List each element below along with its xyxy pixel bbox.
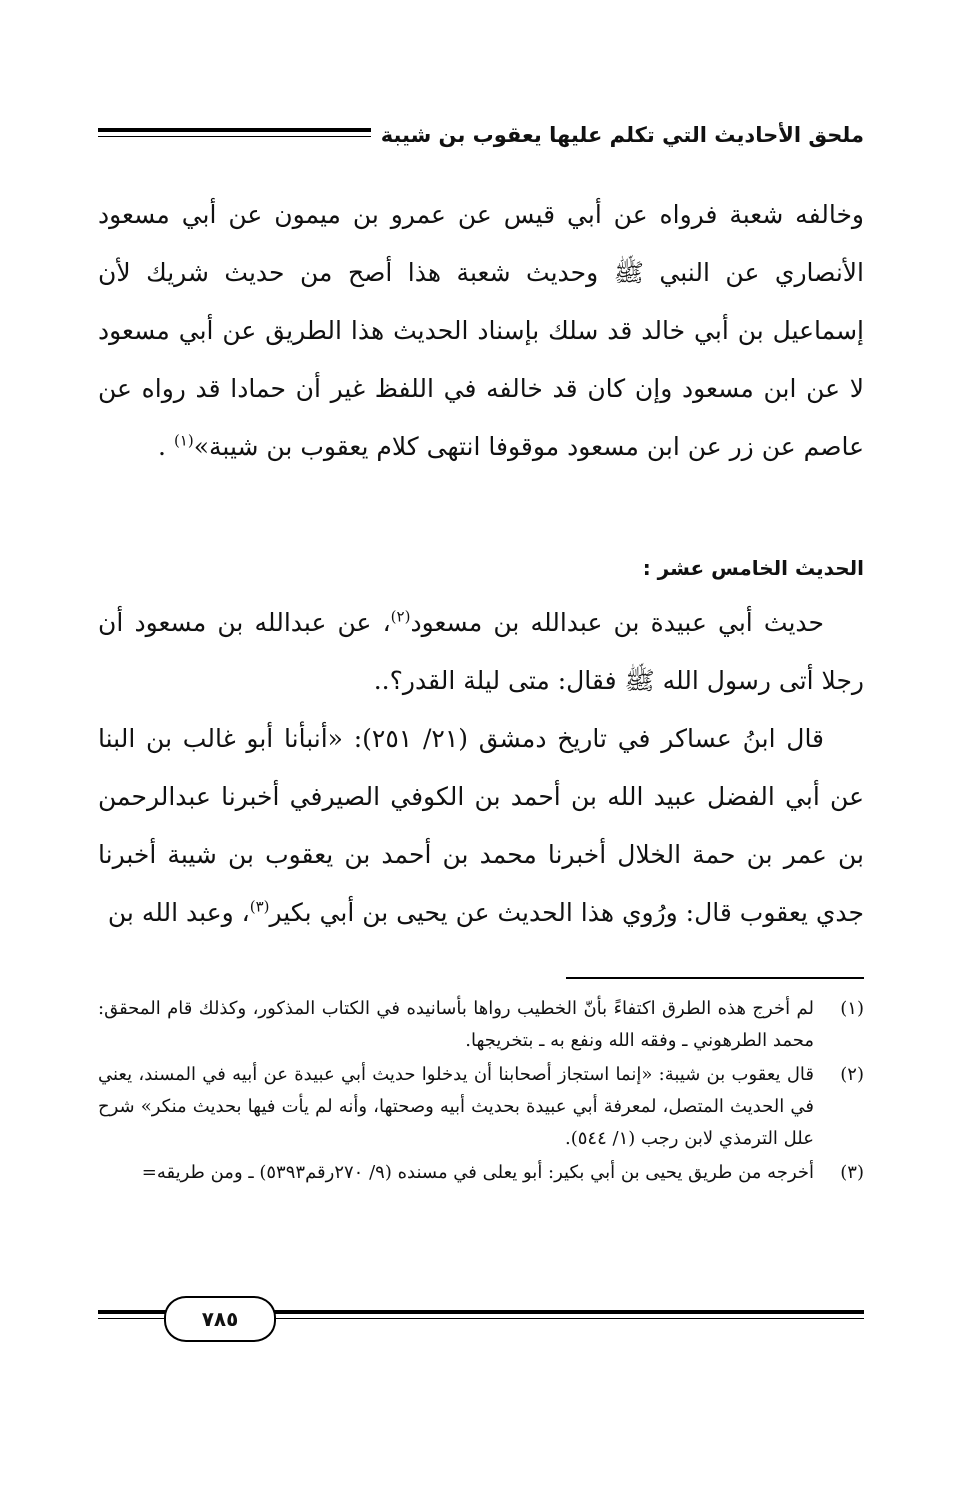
footnote-ref-2: (٢) [390, 607, 411, 626]
footnote-number: (٣) [840, 1162, 864, 1183]
footnote-number: (٢) [840, 1064, 864, 1085]
footnote-number: (١) [840, 998, 864, 1019]
intro-end: . [158, 432, 174, 461]
footnote-text: أخرجه من طريق يحيى بن أبي بكير: أبو يعلى في مسنده (٩/ ٢٧٠رقم٥٣٩٣) ـ ومن طريقه= [141, 1162, 814, 1183]
footnote-text: قال يعقوب بن شيبة: «إنما استجاز أصحابنا أن يدخلوا حديث أبي عبيدة عن أبيه في المسند، يعني في الحديث المتصل، لمعرفة أبي عبيدة بحديث أبيه وصحتها، وأنه لم يأت فيها بحديث منكر» شرح علل الترمذي لابن رجب (١/ ٥٤٤). [98, 1064, 814, 1149]
running-header [98, 118, 864, 152]
footnote-ref-3: (٣) [249, 897, 270, 916]
hadith-part2: ، عن عبدالله بن مسعود أن رجلا أتى رسول الله ﷺ فقال: متى ليلة القدر؟.. [98, 608, 864, 695]
section-heading: الحديث الخامس عشر : [642, 556, 864, 580]
footnote-3 [98, 1157, 864, 1189]
page-footer [98, 1294, 864, 1342]
isnad-paragraph [98, 710, 864, 942]
footnote-ref-1: (١) [173, 431, 194, 450]
footnotes [98, 993, 864, 1191]
header-title: ملحق الأحاديث التي تكلم عليها يعقوب بن شيبة [371, 118, 864, 152]
hadith-part1: حديث أبي عبيدة بن عبدالله بن مسعود [410, 608, 824, 637]
footnote-2 [98, 1059, 864, 1155]
main-text [98, 594, 864, 942]
intro-paragraph [98, 186, 864, 476]
footnote-separator [566, 977, 864, 979]
footnote-text: لم أخرج هذه الطرق اكتفاءً بأنّ الخطيب رواها بأسانيده في الكتاب المذكور، وكذلك قام المحقق: محمد الطرهوني ـ وفقه الله ونفع به ـ بتخريجها. [98, 998, 814, 1051]
footnote-1 [98, 993, 864, 1057]
intro-text: وخالفه شعبة فرواه عن أبي قيس عن عمرو بن ميمون عن أبي مسعود الأنصاري عن النبي ﷺ وحديث شعبة هذا أصح من حديث شريك لأن إسماعيل بن أبي خالد قد سلك بإسناد الحديث هذا الطريق عن أبي مسعود لا عن ابن مسعود وإن كان قد خالفه في اللفظ غير أن حمادا قد رواه عن عاصم عن زر عن ابن مسعود موقوفا انتهى كلام يعقوب بن شيبة» [98, 200, 864, 461]
isnad-part1: قال ابنُ عساكر في تاريخ دمشق (٢١/ ٢٥١): «أنبأنا أبو غالب بن البنا عن أبي الفضل عبيد الله بن أحمد بن الكوفي الصيرفي أخبرنا عبدالرحمن بن عمر بن حمة الخلال أخبرنا محمد بن أحمد بن يعقوب بن شيبة أخبرنا جدي يعقوب قال: ورُوي هذا الحديث عن يحيى بن أبي بكير [98, 724, 864, 927]
hadith-paragraph [98, 594, 864, 710]
isnad-part2: ، وعبد الله بن [107, 898, 250, 927]
page-number: ٧٨٥ [164, 1296, 276, 1342]
